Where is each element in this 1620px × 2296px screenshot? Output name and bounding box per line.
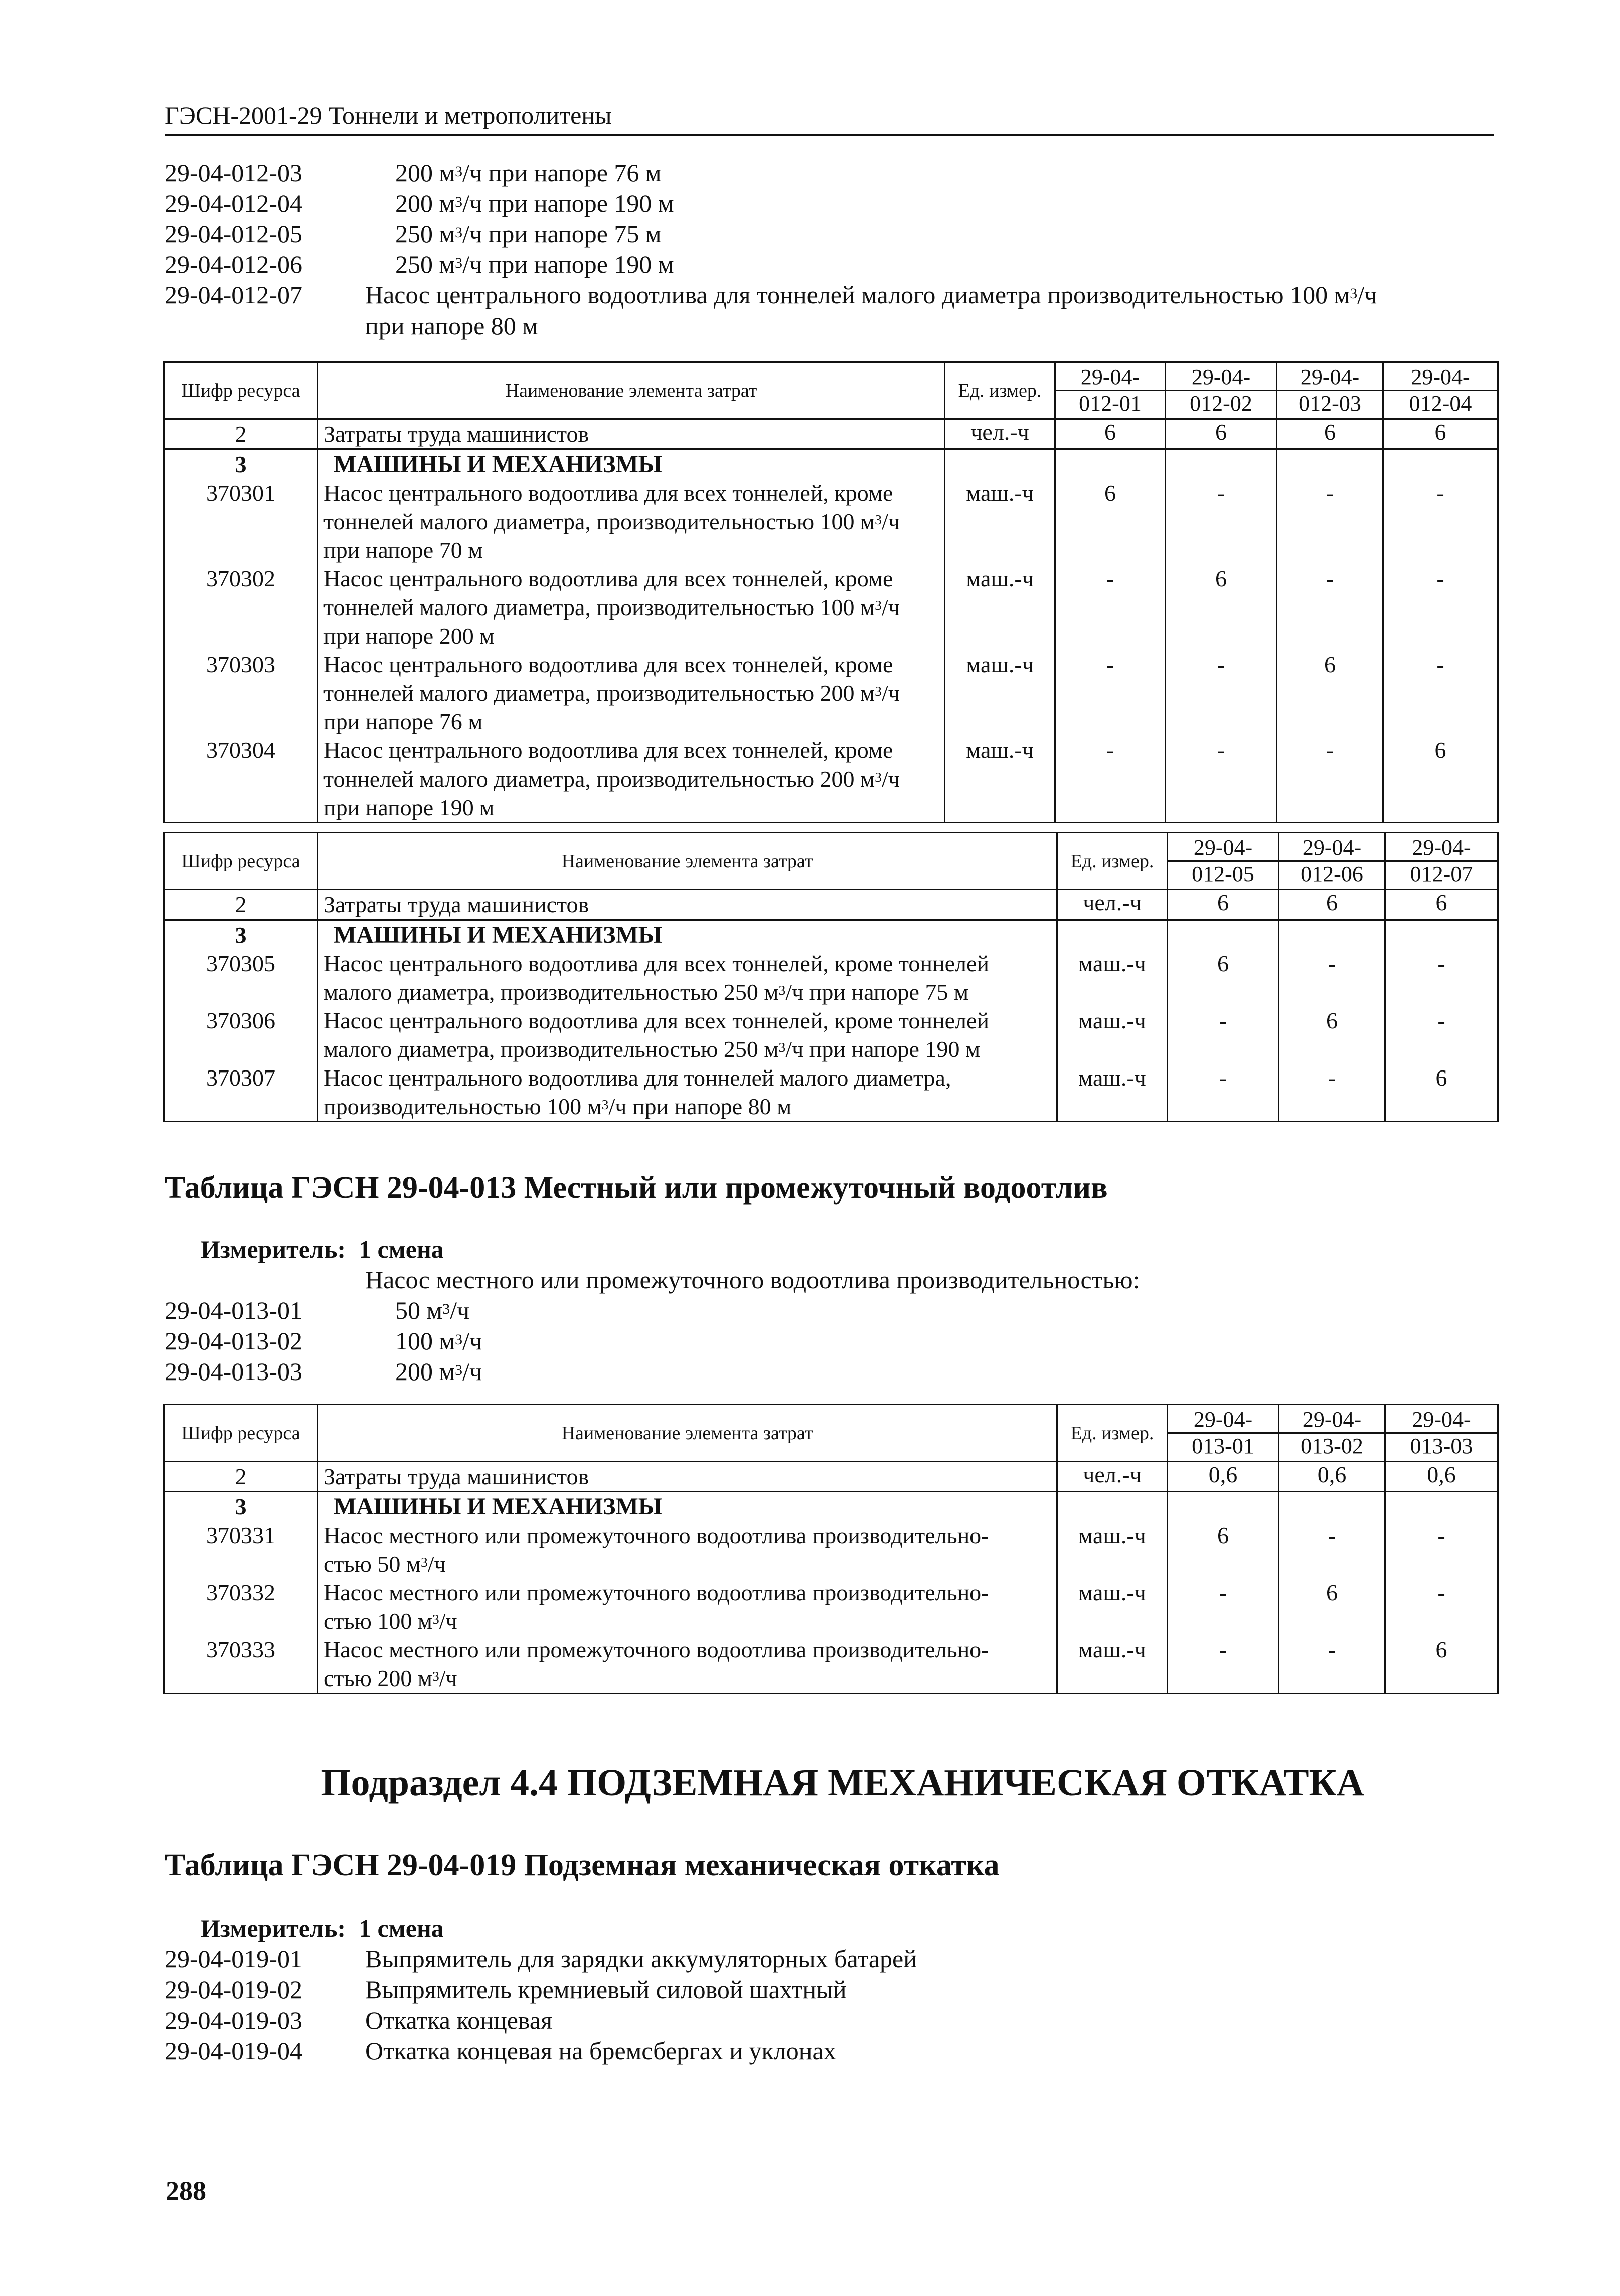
norm-description: Выпрямитель для зарядки аккумуляторных батарей <box>365 1945 917 1973</box>
norm-code: 29-04-019-03 <box>165 2006 302 2034</box>
empty-cell <box>1168 1492 1279 1521</box>
norm-code: 29-04-012-04 <box>165 189 302 217</box>
header-norm-column <box>1383 362 1498 419</box>
norm-value: - <box>1277 564 1383 650</box>
labor-value: 0,6 <box>1168 1462 1279 1492</box>
norm-column-line: 012-01 <box>1079 391 1142 416</box>
superscript-3: 3 <box>455 254 463 271</box>
empty-cell <box>1055 449 1166 479</box>
norm-code: 29-04-012-03 <box>165 159 302 187</box>
norm-value: - <box>1385 949 1498 1006</box>
norm-description: Насос центрального водоотлива для тоннелей малого диаметра производительностью 100 $м^3/ч$ <box>365 281 1377 309</box>
labor-row <box>164 1462 1498 1492</box>
header-norm-column <box>1385 833 1498 890</box>
cost-element-line: Насос центрального водоотлива для всех тоннелей, кроме <box>323 652 893 677</box>
norm-value: - <box>1055 736 1166 823</box>
resource-row <box>164 1063 1498 1122</box>
cost-element-name <box>318 949 1057 1006</box>
subsection-title: Подраздел 4.4 ПОДЗЕМНАЯ МЕХАНИЧЕСКАЯ ОТКАТКА <box>321 1762 1364 1804</box>
code-list-013 <box>165 1295 1509 1387</box>
labor-value: 6 <box>1055 419 1166 449</box>
labor-value: 6 <box>1385 890 1498 920</box>
resource-code: 370302 <box>164 564 318 650</box>
resource-code: 370306 <box>164 1006 318 1063</box>
norm-description: 200 $м^3/ч$ при напоре 190 м <box>395 189 674 217</box>
resource-row <box>164 650 1498 736</box>
norm-value: 6 <box>1277 650 1383 736</box>
empty-cell <box>1057 1492 1168 1521</box>
code-row <box>165 2005 1509 2036</box>
cost-element-line: Насос центрального водоотлива для всех тоннелей, кроме тоннелей <box>323 1008 989 1033</box>
norm-column-line: 012-03 <box>1299 391 1361 416</box>
group-name: МАШИНЫ И МЕХАНИЗМЫ <box>318 920 1057 950</box>
superscript-3: 3 <box>875 769 882 785</box>
norm-value: - <box>1168 1578 1279 1635</box>
header-norm-column <box>1168 833 1279 890</box>
norm-value: - <box>1277 479 1383 564</box>
superscript-3: 3 <box>442 1300 450 1317</box>
code-row-continuation: при напоре 80 м <box>365 312 538 340</box>
norm-description: 50 $м^3/ч$ <box>395 1296 470 1324</box>
cost-element-line: стью 100 $м^3/ч$ <box>323 1608 457 1634</box>
resource-row <box>164 479 1498 564</box>
header-resource-code: Шифр ресурса <box>164 833 318 890</box>
norm-code: 29-04-013-02 <box>165 1327 302 1355</box>
cost-element-line: Насос центрального водоотлива для тоннелей малого диаметра, <box>323 1065 951 1091</box>
norm-column-line: 012-07 <box>1410 862 1473 886</box>
header-norm-column <box>1055 362 1166 419</box>
cost-element-name <box>318 1006 1057 1063</box>
unit-cell: маш.-ч <box>945 479 1055 564</box>
resource-code: 2 <box>164 890 318 920</box>
norm-value: 6 <box>1055 479 1166 564</box>
resource-row <box>164 1006 1498 1063</box>
cost-element-line: при напоре 190 м <box>323 795 495 820</box>
header-cost-element: Наименование элемента затрат <box>318 362 945 419</box>
resource-code: 370333 <box>164 1635 318 1694</box>
norm-value: - <box>1168 1063 1279 1122</box>
superscript-3: 3 <box>455 1361 463 1379</box>
code-list-012 <box>165 158 1509 341</box>
norm-code: 29-04-013-01 <box>165 1296 302 1324</box>
empty-cell <box>1168 920 1279 950</box>
cost-element-name <box>318 1521 1057 1578</box>
cost-element-line: при напоре 70 м <box>323 537 483 563</box>
header-unit: Ед. измер. <box>1057 1405 1168 1462</box>
header-cost-element: Наименование элемента затрат <box>318 833 1057 890</box>
cost-element-name: Затраты труда машинистов <box>318 1462 1057 1492</box>
unit-cell: чел.-ч <box>1057 1462 1168 1492</box>
norm-column-line: 29-04- <box>1168 1407 1278 1434</box>
cost-element-line: Насос центрального водоотлива для всех тоннелей, кроме <box>323 480 893 506</box>
norm-column-line: 29-04- <box>1386 835 1497 862</box>
cost-element-line: тоннелей малого диаметра, производительностью 200 $м^3/ч$ <box>323 680 900 706</box>
cost-element-line: Насос местного или промежуточного водоотлива производительно- <box>323 1637 989 1662</box>
superscript-3: 3 <box>778 982 786 998</box>
code-row <box>165 1295 1509 1326</box>
cost-element-line: Насос местного или промежуточного водоотлива производительно- <box>323 1522 989 1548</box>
cost-element-line: Насос центрального водоотлива для всех тоннелей, кроме <box>323 737 893 763</box>
unit-cell: маш.-ч <box>1057 1063 1168 1122</box>
resource-code: 370303 <box>164 650 318 736</box>
norm-description: Откатка концевая <box>365 2006 553 2034</box>
cost-element-name: Затраты труда машинистов <box>318 890 1057 920</box>
norm-value: - <box>1279 1521 1385 1578</box>
resource-code: 370304 <box>164 736 318 823</box>
group-code: 3 <box>164 449 318 479</box>
code-row <box>165 158 1509 188</box>
norm-description: Выпрямитель кремниевый силовой шахтный <box>365 1975 847 2004</box>
empty-cell <box>945 449 1055 479</box>
norm-value: - <box>1385 1578 1498 1635</box>
norm-column-line: 29-04- <box>1279 835 1384 862</box>
cost-element-line: тоннелей малого диаметра, производительностью 200 $м^3/ч$ <box>323 766 900 792</box>
cost-element-line: при напоре 76 м <box>323 709 483 734</box>
empty-cell <box>1279 1492 1385 1521</box>
table-019-title: Таблица ГЭСН 29-04-019 Подземная механическая откатка <box>165 1848 1000 1882</box>
norm-value: - <box>1166 650 1277 736</box>
labor-value: 6 <box>1277 419 1383 449</box>
empty-cell <box>1385 1492 1498 1521</box>
norm-column-line: 29-04- <box>1166 365 1276 391</box>
norm-description: 250 $м^3/ч$ при напоре 75 м <box>395 220 662 248</box>
norm-value: - <box>1385 1521 1498 1578</box>
norm-value: - <box>1385 1006 1498 1063</box>
header-cost-element: Наименование элемента затрат <box>318 1405 1057 1462</box>
norm-description: 200 $м^3/ч$ при напоре 76 м <box>395 159 662 187</box>
resource-code: 370307 <box>164 1063 318 1122</box>
norm-column-line: 29-04- <box>1168 835 1278 862</box>
norm-code: 29-04-012-05 <box>165 220 302 248</box>
norm-value: - <box>1277 736 1383 823</box>
norm-value: - <box>1383 650 1498 736</box>
measure-unit: 1 смена <box>359 1914 444 1942</box>
norm-value: 6 <box>1385 1063 1498 1122</box>
cost-element-line: стью 200 $м^3/ч$ <box>323 1665 457 1691</box>
resource-row <box>164 1635 1498 1694</box>
cost-element-line: Насос центрального водоотлива для всех тоннелей, кроме тоннелей <box>323 951 989 976</box>
resource-code: 370331 <box>164 1521 318 1578</box>
group-row <box>164 1492 1498 1521</box>
empty-cell <box>1166 449 1277 479</box>
table-header-row <box>164 833 1498 890</box>
header-norm-column <box>1277 362 1383 419</box>
norm-value: 6 <box>1168 949 1279 1006</box>
table-013-intro: Насос местного или промежуточного водоотлива производительностью: <box>365 1266 1140 1294</box>
empty-cell <box>1279 920 1385 950</box>
superscript-3: 3 <box>778 1039 786 1055</box>
norm-column-line: 012-06 <box>1301 862 1363 886</box>
group-code: 3 <box>164 920 318 950</box>
cost-element-name <box>318 1635 1057 1694</box>
empty-cell <box>1383 449 1498 479</box>
header-norm-column <box>1279 833 1385 890</box>
header-resource-code: Шифр ресурса <box>164 362 318 419</box>
superscript-3: 3 <box>420 1554 428 1570</box>
norm-value: - <box>1168 1006 1279 1063</box>
running-title: ГЭСН-2001-29 Тоннели и метрополитены <box>165 101 612 129</box>
norm-value: - <box>1383 479 1498 564</box>
measure-019 <box>165 1913 1509 1944</box>
superscript-3: 3 <box>432 1611 439 1627</box>
norm-column-line: 013-03 <box>1410 1434 1473 1458</box>
norm-description: 250 $м^3/ч$ при напоре 190 м <box>395 250 674 278</box>
unit-cell: чел.-ч <box>945 419 1055 449</box>
table-header-row <box>164 362 1498 419</box>
cost-element-name <box>318 479 945 564</box>
norm-code: 29-04-019-02 <box>165 1975 302 2004</box>
norm-description: Откатка концевая на бремсбергах и уклонах <box>365 2037 836 2065</box>
norm-code: 29-04-012-06 <box>165 250 302 278</box>
resource-table-012-b <box>163 832 1499 1122</box>
cost-element-name <box>318 564 945 650</box>
group-name: МАШИНЫ И МЕХАНИЗМЫ <box>318 1492 1057 1521</box>
superscript-3: 3 <box>601 1097 609 1113</box>
superscript-3: 3 <box>455 163 463 180</box>
resource-table-012-a <box>163 361 1499 823</box>
header-rule <box>165 134 1494 136</box>
labor-value: 6 <box>1383 419 1498 449</box>
norm-column-line: 29-04- <box>1279 1407 1384 1434</box>
labor-value: 0,6 <box>1385 1462 1498 1492</box>
cost-element-name: Затраты труда машинистов <box>318 419 945 449</box>
unit-cell: маш.-ч <box>1057 1521 1168 1578</box>
header-unit: Ед. измер. <box>945 362 1055 419</box>
cost-element-name <box>318 1063 1057 1122</box>
norm-column-line: 29-04- <box>1277 365 1382 391</box>
unit-cell: маш.-ч <box>1057 1635 1168 1694</box>
norm-code: 29-04-019-04 <box>165 2037 302 2065</box>
empty-cell <box>1385 920 1498 950</box>
code-row <box>165 1974 1509 2005</box>
superscript-3: 3 <box>455 193 463 210</box>
norm-column-line: 29-04- <box>1386 1407 1497 1434</box>
norm-column-line: 012-05 <box>1192 862 1254 886</box>
superscript-3: 3 <box>1350 285 1358 302</box>
superscript-3: 3 <box>455 1331 463 1348</box>
resource-code: 370332 <box>164 1578 318 1635</box>
resource-table-013 <box>163 1404 1499 1694</box>
labor-row <box>164 890 1498 920</box>
norm-code: 29-04-012-07 <box>165 281 302 309</box>
empty-cell <box>1277 449 1383 479</box>
norm-value: - <box>1055 564 1166 650</box>
empty-cell <box>1057 920 1168 950</box>
norm-value: - <box>1279 1063 1385 1122</box>
header-norm-column <box>1168 1405 1279 1462</box>
cost-element-line: малого диаметра, производительностью 250 $м^3/ч$ при напоре 190 м <box>323 1036 981 1062</box>
unit-cell: маш.-ч <box>1057 1006 1168 1063</box>
norm-value: 6 <box>1168 1521 1279 1578</box>
resource-row <box>164 736 1498 823</box>
norm-code: 29-04-013-03 <box>165 1357 302 1386</box>
unit-cell: чел.-ч <box>1057 890 1168 920</box>
measure-unit: 1 смена <box>359 1235 444 1263</box>
norm-column-line: 012-04 <box>1409 391 1472 416</box>
labor-value: 6 <box>1168 890 1279 920</box>
norm-column-line: 29-04- <box>1384 365 1497 391</box>
norm-value: - <box>1279 1635 1385 1694</box>
norm-column-line: 012-02 <box>1190 391 1252 416</box>
unit-cell: маш.-ч <box>945 736 1055 823</box>
norm-value: 6 <box>1279 1006 1385 1063</box>
group-code: 3 <box>164 1492 318 1521</box>
measure-label: Измеритель: <box>201 1914 346 1942</box>
measure-label: Измеритель: <box>201 1235 346 1263</box>
resource-row <box>164 1578 1498 1635</box>
norm-value: - <box>1166 736 1277 823</box>
code-row <box>165 249 1509 280</box>
cost-element-line: производительностью 100 $м^3/ч$ при напоре 80 м <box>323 1094 792 1119</box>
unit-cell: маш.-ч <box>945 650 1055 736</box>
table-013-title: Таблица ГЭСН 29-04-013 Местный или промежуточный водоотлив <box>165 1171 1108 1205</box>
table-header-row <box>164 1405 1498 1462</box>
unit-cell: маш.-ч <box>945 564 1055 650</box>
norm-value: - <box>1279 949 1385 1006</box>
cost-element-name <box>318 736 945 823</box>
norm-value: - <box>1383 564 1498 650</box>
labor-value: 6 <box>1166 419 1277 449</box>
superscript-3: 3 <box>455 224 463 241</box>
superscript-3: 3 <box>875 597 882 614</box>
norm-description: 100 $м^3/ч$ <box>395 1327 482 1355</box>
superscript-3: 3 <box>875 512 882 528</box>
norm-value: 6 <box>1279 1578 1385 1635</box>
superscript-3: 3 <box>432 1668 439 1685</box>
unit-cell: маш.-ч <box>1057 949 1168 1006</box>
header-resource-code: Шифр ресурса <box>164 1405 318 1462</box>
norm-column-line: 013-01 <box>1192 1434 1254 1458</box>
group-row <box>164 920 1498 950</box>
labor-value: 6 <box>1279 890 1385 920</box>
code-row <box>165 1944 1509 1974</box>
resource-row <box>164 564 1498 650</box>
code-row <box>165 1356 1509 1387</box>
superscript-3: 3 <box>875 683 882 699</box>
norm-column-line: 013-02 <box>1301 1434 1363 1458</box>
header-norm-column <box>1385 1405 1498 1462</box>
cost-element-line: тоннелей малого диаметра, производительностью 100 $м^3/ч$ <box>323 594 900 620</box>
code-row <box>165 1326 1509 1356</box>
norm-value: 6 <box>1383 736 1498 823</box>
unit-cell: маш.-ч <box>1057 1578 1168 1635</box>
page-number: 288 <box>166 2176 206 2206</box>
resource-code: 370305 <box>164 949 318 1006</box>
cost-element-line: Насос центрального водоотлива для всех тоннелей, кроме <box>323 566 893 591</box>
norm-value: 6 <box>1166 564 1277 650</box>
code-list-019 <box>165 1944 1509 2066</box>
labor-value: 0,6 <box>1279 1462 1385 1492</box>
code-row <box>165 188 1509 219</box>
norm-column-line: 29-04- <box>1056 365 1165 391</box>
cost-element-name <box>318 1578 1057 1635</box>
resource-code: 370301 <box>164 479 318 564</box>
header-norm-column <box>1166 362 1277 419</box>
group-row <box>164 449 1498 479</box>
cost-element-name <box>318 650 945 736</box>
header-unit: Ед. измер. <box>1057 833 1168 890</box>
header-norm-column <box>1279 1405 1385 1462</box>
code-row <box>165 2036 1509 2066</box>
norm-value: - <box>1168 1635 1279 1694</box>
labor-row <box>164 419 1498 449</box>
resource-row <box>164 949 1498 1006</box>
code-row <box>165 219 1509 249</box>
cost-element-line: стью 50 $м^3/ч$ <box>323 1551 446 1577</box>
cost-element-line: Насос местного или промежуточного водоотлива производительно- <box>323 1580 989 1605</box>
group-name: МАШИНЫ И МЕХАНИЗМЫ <box>318 449 945 479</box>
cost-element-line: тоннелей малого диаметра, производительностью 100 $м^3/ч$ <box>323 509 900 534</box>
cost-element-line: малого диаметра, производительностью 250 $м^3/ч$ при напоре 75 м <box>323 979 969 1005</box>
norm-value: - <box>1166 479 1277 564</box>
resource-code: 2 <box>164 419 318 449</box>
norm-value: - <box>1055 650 1166 736</box>
code-row <box>165 280 1509 311</box>
norm-value: 6 <box>1385 1635 1498 1694</box>
norm-description: 200 $м^3/ч$ <box>395 1357 482 1386</box>
resource-code: 2 <box>164 1462 318 1492</box>
cost-element-line: при напоре 200 м <box>323 623 495 649</box>
resource-row <box>164 1521 1498 1578</box>
norm-code: 29-04-019-01 <box>165 1945 302 1973</box>
measure-013 <box>165 1234 1509 1295</box>
